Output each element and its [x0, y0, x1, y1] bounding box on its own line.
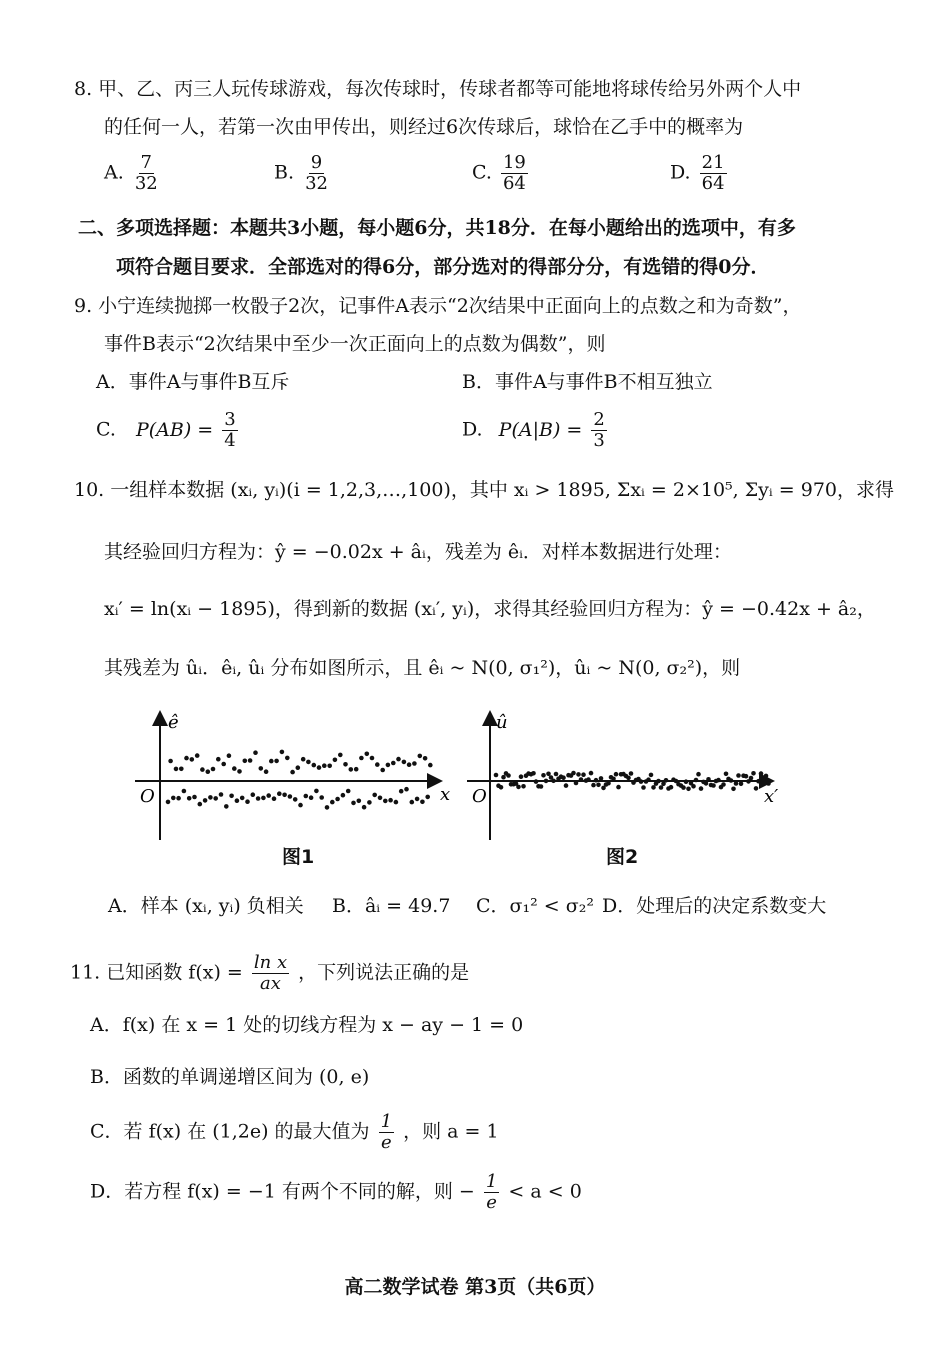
fig1-point: [359, 756, 364, 761]
fig2-point: [541, 773, 546, 778]
fig1-point: [168, 759, 173, 764]
fig1-point: [404, 787, 409, 792]
q9-stem-line1: 9. 小宁连续抛掷一枚骰子2次，记事件A表示“2次结果中正面向上的点数之和为奇数”，: [74, 295, 802, 317]
fig1-point: [253, 750, 258, 755]
fig1-point: [274, 759, 279, 764]
fig2-point: [611, 777, 616, 782]
fig1-point: [216, 757, 221, 762]
fig1-point: [166, 800, 171, 805]
fig2-point: [594, 778, 599, 783]
fig1-point: [232, 766, 237, 771]
q11-option-a: A．f(x) 在 x = 1 处的切线方程为 x − ay − 1 = 0: [90, 1014, 524, 1036]
fig2-point: [599, 776, 604, 781]
fig1-point: [227, 753, 232, 758]
q10-option-b: B．âᵢ = 49.7: [332, 895, 451, 917]
fig2-point: [586, 777, 591, 782]
fig1-point: [314, 789, 319, 794]
fig1-x-label: x: [440, 784, 451, 805]
q11-option-b: B．函数的单调递增区间为 (0, e): [90, 1066, 370, 1088]
fig2-point: [646, 777, 651, 782]
fig1-point: [280, 750, 285, 755]
fig1-point: [349, 767, 354, 772]
fig2-point: [664, 778, 669, 783]
q9-option-a: A．事件A与事件B互斥: [96, 371, 290, 393]
residual-plot-fig2: [462, 706, 792, 846]
fig2-point: [519, 774, 524, 779]
fig2-point: [534, 779, 539, 784]
fig1-point: [412, 761, 417, 766]
fig2-point: [626, 776, 631, 781]
fig1-point: [312, 763, 317, 768]
fig1-point: [330, 800, 335, 805]
fig1-point: [301, 757, 306, 762]
fig1-point: [293, 797, 298, 802]
fig1-point: [261, 796, 266, 801]
fig2-point: [651, 785, 656, 790]
fig1-point: [396, 757, 401, 762]
fig2-point: [506, 773, 511, 778]
fig2-point: [736, 773, 741, 778]
fig1-point: [290, 770, 295, 775]
fig2-point: [721, 782, 726, 787]
q11-stem: 11. 已知函数 f(x) = $\frac{\text{ln x}}{ax}$ ，下列说法正确的是: [70, 952, 470, 994]
fig1-point: [335, 797, 340, 802]
fig1-point: [176, 796, 181, 801]
q10-stem-line1: 10. 一组样本数据 (xᵢ, yᵢ)(i = 1,2,3,…,100)，其中 xᵢ > 1895, Σxᵢ = 2×10⁵, Σyᵢ = 970，求得: [74, 479, 894, 501]
fig1-point: [195, 753, 200, 758]
fig1-point: [399, 789, 404, 794]
fig1-point: [277, 791, 282, 796]
fig1-point: [264, 769, 269, 774]
fig1-point: [224, 804, 229, 809]
fig1-origin-label: O: [140, 786, 155, 807]
fig2-point: [614, 772, 619, 777]
fig2-point: [759, 771, 764, 776]
fig2-point: [589, 771, 594, 776]
fig1-residual-points: [166, 750, 433, 810]
fig1-point: [272, 796, 277, 801]
fig1-point: [192, 795, 197, 800]
fig1-point: [237, 769, 242, 774]
fig2-point: [539, 784, 544, 789]
fig2-point: [756, 779, 761, 784]
fig1-point: [184, 756, 189, 761]
q10-stem-line4: 其残差为 ûᵢ．êᵢ, ûᵢ 分布如图所示，且 êᵢ ~ N(0, σ₁²)，ûᵢ ~ N(0, σ₂²)，则: [104, 657, 741, 679]
fig1-point: [370, 756, 375, 761]
fig2-point: [554, 772, 559, 777]
fig2-point: [639, 779, 644, 784]
fig1-point: [174, 767, 179, 772]
fig1-point: [418, 754, 423, 759]
fig2-point: [606, 781, 611, 786]
fig1-point: [235, 798, 240, 803]
fig2-point: [501, 775, 506, 780]
fig1-point: [211, 767, 216, 772]
fig2-point: [571, 771, 576, 776]
fig2-point: [629, 771, 634, 776]
fig1-point: [415, 797, 420, 802]
fig1-point: [428, 763, 433, 768]
fig1-point: [383, 799, 388, 804]
fig2-point: [751, 771, 756, 776]
fig2-point: [596, 783, 601, 788]
fig1-point: [240, 796, 245, 801]
fig1-point: [346, 789, 351, 794]
fig2-point: [716, 778, 721, 783]
fig1-point: [251, 792, 256, 797]
fig1-point: [206, 769, 211, 774]
fig2-point: [694, 778, 699, 783]
fig1-point: [425, 795, 430, 800]
fig1-point: [351, 801, 356, 806]
fig2-point: [729, 778, 734, 783]
fig1-point: [341, 793, 346, 798]
q9-option-b: B．事件A与事件B不相互独立: [462, 371, 713, 393]
fig1-point: [179, 767, 184, 772]
q10-stem-line3: xᵢ′ = ln(xᵢ − 1895)，得到新的数据 (xᵢ′, yᵢ)，求得其经验回归方程为：ŷ = −0.42x + â₂，: [104, 598, 876, 620]
q10-option-a: A．样本 (xᵢ, yᵢ) 负相关: [108, 895, 304, 917]
fig2-point: [641, 785, 646, 790]
fig2-point: [576, 772, 581, 777]
fig2-point: [531, 771, 536, 776]
fig2-point: [731, 787, 736, 792]
fig1-point: [200, 767, 205, 772]
residual-plot-fig1: [130, 706, 460, 846]
fig2-point: [754, 786, 759, 791]
fig2-point: [591, 783, 596, 788]
fig2-point: [499, 785, 504, 790]
fig1-point: [322, 763, 327, 768]
fig2-point: [494, 773, 499, 778]
fig1-point: [394, 800, 399, 805]
fig1-point: [306, 760, 311, 765]
fig1-point: [269, 759, 274, 764]
fig2-caption: 图2: [606, 846, 639, 868]
fig1-point: [317, 765, 322, 770]
fig2-point: [516, 785, 521, 790]
fig2-point: [711, 783, 716, 788]
fig1-point: [203, 798, 208, 803]
fig2-point: [734, 781, 739, 786]
fig2-point: [561, 775, 566, 780]
fig2-point: [764, 774, 769, 779]
fig1-point: [365, 752, 370, 757]
fig1-point: [333, 758, 338, 763]
q9-option-c: C. P(AB) = $\frac{3}{4}$: [96, 409, 236, 451]
fig1-point: [378, 796, 383, 801]
q9-option-d: D. P(A|B) = $\frac{2}{3}$: [462, 409, 605, 451]
fig1-point: [296, 765, 301, 770]
fig2-point: [686, 787, 691, 792]
fig2-point: [579, 777, 584, 782]
fig1-point: [298, 803, 303, 808]
fig2-x-label: x′: [764, 786, 779, 807]
fig2-point: [656, 779, 661, 784]
fig2-point: [749, 776, 754, 781]
section2-header-line1: 二、多项选择题：本题共3小题，每小题6分，共18分．在每小题给出的选项中，有多: [78, 217, 796, 239]
fig2-point: [724, 772, 729, 777]
q10-option-c: C．σ₁² < σ₂²: [476, 895, 594, 917]
fig2-point: [706, 777, 711, 782]
fig1-point: [357, 799, 362, 804]
fig1-point: [248, 758, 253, 763]
fig2-point: [544, 779, 549, 784]
fig1-point: [327, 764, 332, 769]
fig2-point: [564, 783, 569, 788]
fig1-point: [325, 805, 330, 810]
fig1-point: [362, 805, 367, 810]
fig1-point: [245, 799, 250, 804]
fig2-point: [744, 774, 749, 779]
fig1-point: [402, 760, 407, 765]
fig1-point: [285, 756, 290, 761]
fig2-point: [691, 784, 696, 789]
fig2-point: [704, 781, 709, 786]
fig2-point: [739, 782, 744, 787]
fig1-point: [282, 793, 287, 798]
fig2-point: [696, 772, 701, 777]
fig1-point: [229, 794, 234, 799]
q11-option-d: D．若方程 f(x) = −1 有两个不同的解，则 − $\frac{1}{e}$ < a < 0: [90, 1171, 582, 1213]
fig2-point: [681, 785, 686, 790]
fig2-point: [581, 772, 586, 777]
fig1-point: [338, 753, 343, 758]
q10-option-d: D．处理后的决定系数变大: [602, 895, 827, 917]
fig1-point: [243, 759, 248, 764]
q8-option-b: B. $\frac{9}{32}$: [274, 152, 328, 194]
fig1-point: [407, 762, 412, 767]
fig1-point: [182, 789, 187, 794]
fig1-point: [319, 795, 324, 800]
fig1-point: [256, 796, 261, 801]
fig1-point: [259, 766, 264, 771]
q8-option-d: D. $\frac{21}{64}$: [670, 152, 725, 194]
fig1-point: [410, 800, 415, 805]
fig1-point: [367, 800, 372, 805]
fig2-point: [649, 773, 654, 778]
fig1-point: [190, 757, 195, 762]
fig2-point: [616, 785, 621, 790]
fig1-point: [391, 761, 396, 766]
fig1-y-label: ê: [168, 712, 179, 733]
fig1-point: [386, 763, 391, 768]
fig2-point: [574, 781, 579, 786]
fig1-point: [198, 802, 203, 807]
fig1-caption: 图1: [282, 846, 315, 868]
fig1-point: [372, 793, 377, 798]
fig1-point: [213, 796, 218, 801]
section2-header-line2: 项符合题目要求．全部选对的得6分，部分选对的得部分分，有选错的得0分．: [116, 256, 770, 278]
fig1-point: [219, 792, 224, 797]
q8-option-c: C. $\frac{19}{64}$: [472, 152, 526, 194]
fig1-point: [304, 794, 309, 799]
fig1-point: [187, 796, 192, 801]
fig2-point: [551, 779, 556, 784]
fig1-point: [266, 793, 271, 798]
fig1-point: [221, 762, 226, 767]
fig2-point: [699, 786, 704, 791]
fig2-point: [669, 785, 674, 790]
fig1-point: [171, 796, 176, 801]
fig1-point: [343, 762, 348, 767]
q11-option-c: C．若 f(x) 在 (1,2e) 的最大值为 $\frac{1}{e}$ ，则 a = 1: [90, 1111, 499, 1153]
q10-stem-line2: 其经验回归方程为：ŷ = −0.02x + âᵢ，残差为 êᵢ．对样本数据进行处理：: [104, 541, 732, 563]
fig1-point: [354, 767, 359, 772]
q8-stem-line2: 的任何一人，若第一次由甲传出，则经过6次传球后，球恰在乙手中的概率为: [104, 116, 744, 138]
fig1-point: [420, 800, 425, 805]
fig1-point: [208, 795, 213, 800]
fig1-point: [375, 762, 380, 767]
q8-stem-line1: 8. 甲、乙、丙三人玩传球游戏，每次传球时，传球者都等可能地将球传给另外两个人中: [74, 78, 802, 100]
fig2-point: [766, 781, 771, 786]
fig2-residual-points: [494, 771, 771, 791]
page-footer: 高二数学试卷 第3页（共6页）: [344, 1276, 606, 1298]
fig2-point: [684, 779, 689, 784]
fig2-point: [521, 784, 526, 789]
fig1-point: [423, 756, 428, 761]
q9-stem-line2: 事件B表示“2次结果中至少一次正面向上的点数为偶数”，则: [104, 333, 606, 355]
fig1-point: [288, 794, 293, 799]
fig1-point: [380, 768, 385, 773]
fig1-point: [388, 798, 393, 803]
q8-option-a: A. $\frac{7}{32}$: [104, 152, 158, 194]
fig1-point: [309, 795, 314, 800]
fig2-y-label: û: [496, 712, 508, 733]
fig2-origin-label: O: [472, 786, 487, 807]
